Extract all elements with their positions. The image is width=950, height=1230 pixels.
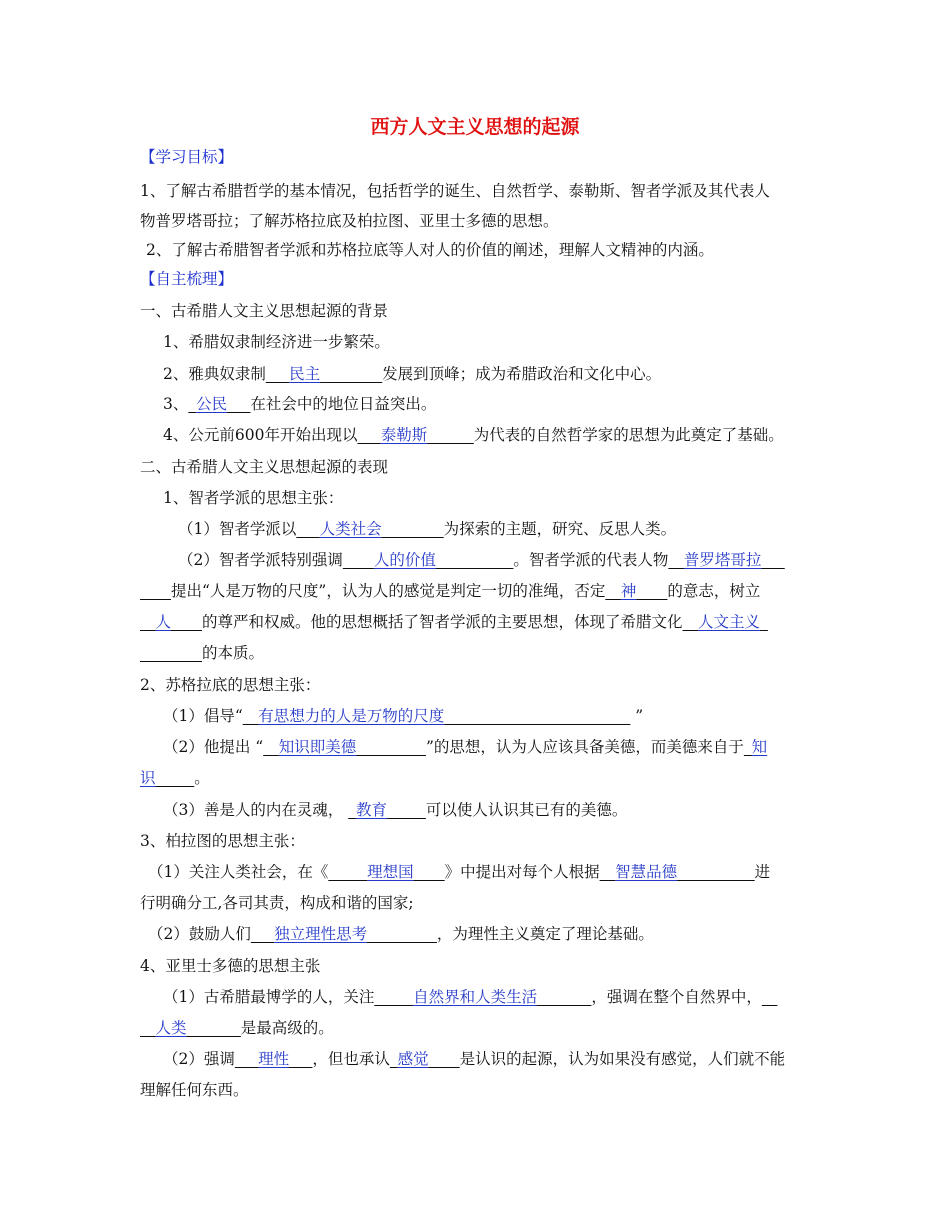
text-line <box>178 549 858 571</box>
blank-underline: _________ <box>367 925 437 943</box>
blank-underline: ____ <box>428 1050 460 1068</box>
text-line <box>140 830 820 852</box>
blank-underline: _ <box>743 738 752 756</box>
text-line <box>140 1017 820 1039</box>
blank-underline: _ <box>348 801 357 819</box>
text-line <box>146 239 826 261</box>
line-text: （2）他提出 “ <box>163 738 264 756</box>
text-line <box>140 1079 820 1101</box>
blank-underline: ___ <box>250 925 275 943</box>
answer-text: 普罗塔哥拉 <box>683 551 762 569</box>
line-text: （2）智者学派特别强调 <box>178 551 343 569</box>
text-line <box>163 393 843 415</box>
blank-underline: __ <box>263 738 279 756</box>
blank-underline: ___ <box>296 520 320 538</box>
blank-underline: _________ <box>356 738 426 756</box>
line-text: 的尊严和权威。他的思想概括了智者学派的主要思想，体现了希腊文化 <box>202 613 683 631</box>
line-text: 1、了解古希腊哲学的基本情况，包括哲学的诞生、自然哲学、泰勒斯、智者学派及其代表人 <box>140 182 770 200</box>
line-text: ，为理性主义奠定了理论基础。 <box>436 925 654 943</box>
section-heading <box>140 146 820 168</box>
line-text: 二、古希腊人文主义思想起源的表现 <box>140 458 389 476</box>
blank-underline: _ <box>389 1050 398 1068</box>
blank-underline: __ <box>242 707 259 725</box>
answer-text: 理想国 <box>367 863 414 881</box>
line-text: 理解任何东西。 <box>140 1081 249 1099</box>
answer-text: 有思想力的人是万物的尺度 <box>258 707 445 725</box>
line-text: 进 <box>754 863 771 881</box>
answer-text: 人类社会 <box>319 520 382 538</box>
text-line <box>148 861 828 883</box>
answer-text: 知识即美德 <box>278 738 357 756</box>
text-line <box>140 580 820 602</box>
blank-underline: ____ <box>636 582 668 600</box>
text-line <box>140 611 820 633</box>
text-line <box>140 300 820 322</box>
line-text: 【自主梳理】 <box>140 270 234 288</box>
document-title: 西方人文主义思想的起源 <box>370 116 580 138</box>
blank-underline: ____ <box>171 613 203 631</box>
line-text: （1）关注人类社会，在《 <box>148 863 329 881</box>
text-line <box>163 1048 843 1070</box>
blank-underline: __ <box>599 863 616 881</box>
blank-underline: __ <box>668 551 684 569</box>
blank-underline: ___ <box>265 365 290 383</box>
line-text: ”的思想，认为人应该具备美德，而美德来自于 <box>425 738 744 756</box>
blank-underline: ________ <box>381 520 444 538</box>
blank-underline: _____ <box>155 769 195 787</box>
blank-underline: ___ <box>227 395 251 413</box>
line-text: 提出“人是万物的尺度”，认为人的感觉是判定一切的准绳，否定 <box>171 582 606 600</box>
line-text: （2）鼓励人们 <box>148 925 251 943</box>
answer-text: 公民 <box>196 395 228 413</box>
answer-text: 人 <box>155 613 172 631</box>
line-text: 1、希腊奴隶制经济进一步繁荣。 <box>163 333 390 351</box>
answer-text: 神 <box>620 582 637 600</box>
text-line <box>163 424 843 446</box>
answer-text: 自然界和人类生活 <box>413 988 538 1006</box>
line-text: （3）善是人的内在灵魂， <box>163 801 349 819</box>
text-line <box>140 892 820 914</box>
blank-underline: _____ <box>374 988 414 1006</box>
line-text: （1）智者学派以 <box>178 520 297 538</box>
line-text: 。 <box>194 769 210 787</box>
line-text: 为探索的主题，研究、反思人类。 <box>443 520 677 538</box>
text-line <box>163 986 843 1008</box>
blank-underline: __ <box>140 613 156 631</box>
line-text: 物普罗塔哥拉；了解苏格拉底及柏拉图、亚里士多德的思想。 <box>140 212 559 230</box>
blank-underline: ____ <box>413 863 445 881</box>
blank-underline: __ <box>605 582 621 600</box>
blank-underline: __ <box>761 988 778 1006</box>
answer-text: 知 <box>751 738 768 756</box>
text-line <box>178 518 858 540</box>
blank-underline: _______ <box>537 988 592 1006</box>
blank-underline: _____ <box>387 801 426 819</box>
blank-underline: ________ <box>320 365 383 383</box>
blank-underline: ____ <box>140 582 171 600</box>
line-text: 的意志，树立 <box>667 582 761 600</box>
line-text: 是最高级的。 <box>240 1019 334 1037</box>
line-text: 1、智者学派的思想主张： <box>163 489 344 507</box>
line-text: ，但也承认 <box>312 1050 390 1068</box>
line-text: 行明确分工,各司其责，构成和谐的国家; <box>140 894 414 912</box>
blank-underline: ___ <box>357 426 381 444</box>
line-text: 4、公元前600年开始出现以 <box>163 426 358 444</box>
text-line <box>140 210 820 232</box>
text-line <box>140 955 820 977</box>
text-line <box>163 331 843 353</box>
text-line <box>148 923 828 945</box>
text-line <box>140 456 820 478</box>
line-text: 3、 <box>163 395 189 413</box>
answer-text: 理性 <box>258 1050 290 1068</box>
blank-underline: _____ <box>328 863 368 881</box>
answer-text: 智慧品德 <box>615 863 678 881</box>
blank-underline: ___ <box>234 1050 259 1068</box>
section-heading <box>140 268 820 290</box>
line-text: 》中提出对每个人根据 <box>444 863 600 881</box>
line-text: 发展到顶峰；成为希腊政治和文化中心。 <box>382 365 662 383</box>
text-line <box>163 736 843 758</box>
line-text: ，强调在整个自然界中， <box>591 988 762 1006</box>
blank-underline: ____ <box>342 551 374 569</box>
line-text: 3、柏拉图的思想主张： <box>140 832 305 850</box>
blank-underline: ___ <box>289 1050 313 1068</box>
line-text: （1）古希腊最博学的人，关注 <box>163 988 375 1006</box>
answer-text: 教育 <box>356 801 388 819</box>
answer-text: 感觉 <box>397 1050 429 1068</box>
line-text: 2、苏格拉底的思想主张： <box>140 676 321 694</box>
text-line <box>163 363 843 385</box>
text-line <box>163 705 843 727</box>
line-text: 2、雅典奴隶制 <box>163 365 266 383</box>
line-text: 可以使人认识其已有的美德。 <box>425 801 628 819</box>
line-text: 一、古希腊人文主义思想起源的背景 <box>140 302 389 320</box>
line-text: 。智者学派的代表人物 <box>513 551 669 569</box>
line-text: （1）倡导“ <box>163 707 243 725</box>
blank-underline: __ <box>682 613 699 631</box>
answer-text: 人文主义 <box>698 613 761 631</box>
text-line <box>163 799 843 821</box>
blank-underline: ________ <box>140 644 202 662</box>
blank-underline: __________ <box>435 551 514 569</box>
line-text: 2、了解古希腊智者学派和苏格拉底等人对人的价值的阐述，理解人文精神的内涵。 <box>146 241 714 259</box>
text-line <box>140 767 820 789</box>
line-text: 的本质。 <box>202 644 265 662</box>
answer-text: 人类 <box>155 1019 187 1037</box>
text-line <box>140 180 820 202</box>
blank-underline: ______ <box>427 426 474 444</box>
answer-text: 民主 <box>289 365 321 383</box>
text-line <box>140 642 820 664</box>
blank-underline: ________________________ <box>444 707 631 725</box>
answer-text: 识 <box>140 769 156 787</box>
text-line <box>140 674 820 696</box>
line-text: （2）强调 <box>163 1050 235 1068</box>
line-text: 4、亚里士多德的思想主张 <box>140 957 321 975</box>
blank-underline: __________ <box>677 863 755 881</box>
answer-text: 泰勒斯 <box>380 426 428 444</box>
blank-underline: _ <box>188 395 197 413</box>
line-text: 为代表的自然哲学家的思想为此奠定了基础。 <box>473 426 784 444</box>
line-text: 是认识的起源，认为如果没有感觉，人们就不能 <box>459 1050 786 1068</box>
line-text: ” <box>630 707 644 725</box>
blank-underline: _______ <box>186 1019 241 1037</box>
line-text: 【学习目标】 <box>140 148 234 166</box>
blank-underline: _ <box>760 613 768 631</box>
line-text: 在社会中的地位日益突出。 <box>250 395 437 413</box>
answer-text: 人的价值 <box>373 551 436 569</box>
blank-underline: __ <box>140 1019 156 1037</box>
blank-underline: ___ <box>761 551 785 569</box>
answer-text: 独立理性思考 <box>274 925 368 943</box>
text-line <box>163 487 843 509</box>
